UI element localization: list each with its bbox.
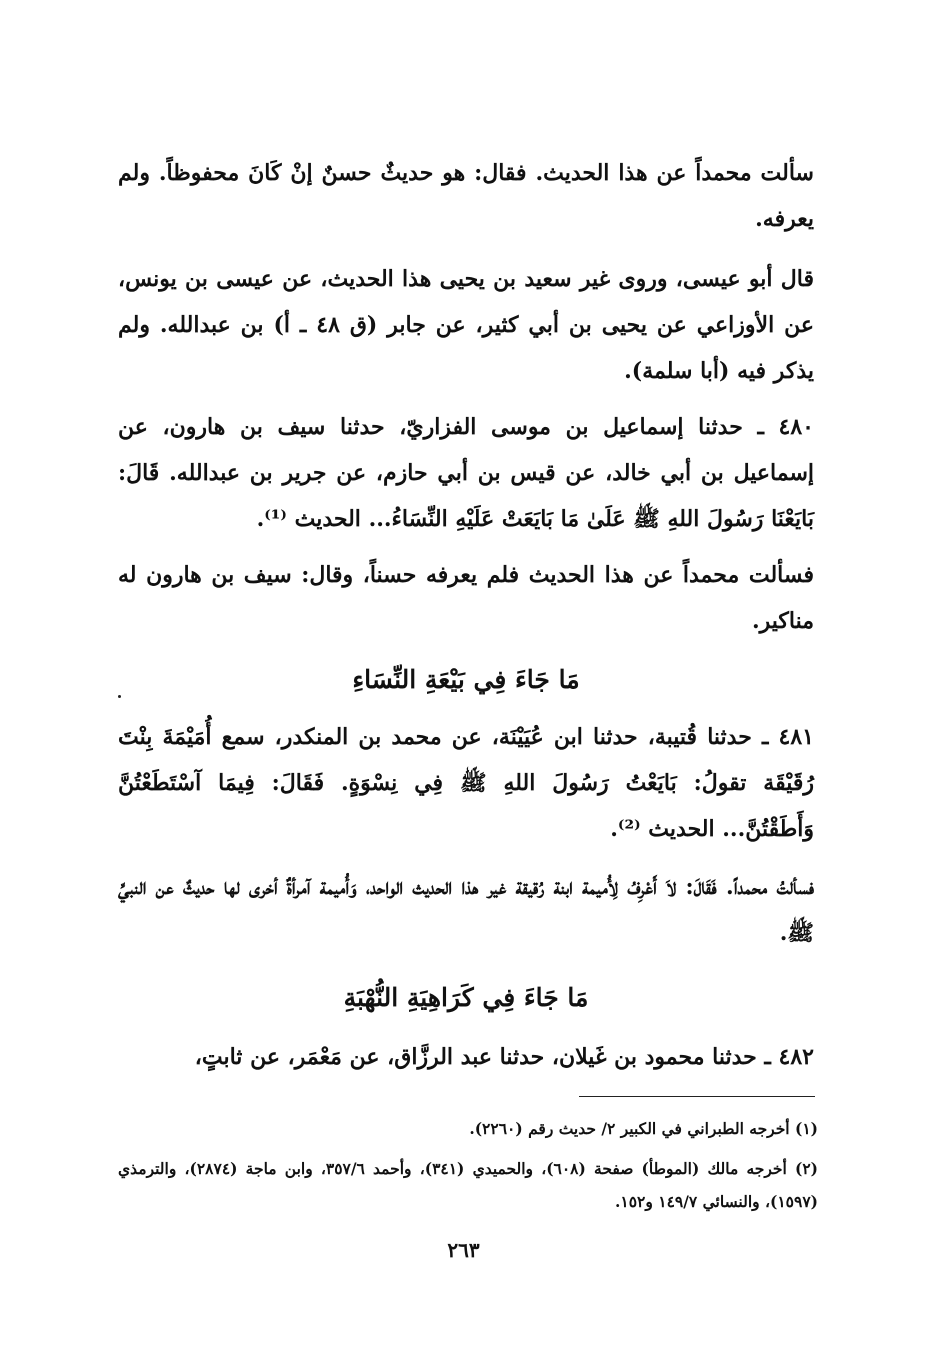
paragraph-abu-isa-note: قال أبو عيسى، وروى غير سعيد بن يحيى هذا الحديث، عن عيسى بن يونس، عن الأوزاعي عن يحيى بن أبي كثير، عن جابر (ق ٤٨ ـ أ) بن عبدالله. ولم يذكر فيه (أبا سلمة). — [118, 266, 814, 384]
stray-dot — [118, 695, 121, 698]
footnote-1: (١) أخرجه الطبراني في الكبير ٢/ حديث رقم (٢٢٦٠). — [469, 1119, 818, 1138]
paragraph-question-sayf: فسألت محمداً عن هذا الحديث فلم يعرفه حسناً، وقال: سيف بن هارون له مناكير. — [118, 562, 814, 634]
paragraph-question-hasan: سألت محمداً عن هذا الحديث. فقال: هو حديثٌ حسنٌ إنْ كَانَ محفوظاً. ولم يعرفه. — [118, 160, 814, 232]
paragraph-hadith-481: ٤٨١ ـ حدثنا قُتيبة، حدثنا ابن عُيَيْنَة، عن محمد بن المنكدر، سمع أُمَيْمَةَ بِنْتَ رُقَيْقَة تقولُ: بَايَعْتُ رَسُولَ اللهِ ﷺ فِي نِسْوَةٍ. فَقَالَ: فِيمَا آسْتَطَعْتُنَّ وَأَطَقْتُنَّ... الحديث ⁽²⁾. — [118, 724, 814, 842]
footnote-2: (٢) أخرجه مالك (الموطأ) صفحة (٦٠٨)، والحميدي (٣٤١)، وأحمد ٣٥٧/٦، وابن ماجة (٢٨٧٤)، والترمذي (١٥٩٧)، والنسائي ١٤٩/٧ و١٥٢. — [118, 1159, 818, 1211]
paragraph-question-umayma: فسألتُ محمداً. فَقَالَ: لاَ أَعْرِفُ لِأُميمة ابنة رُقيقة غير هذا الحديث الواحد، وَأُميمة آمرأةٌ أخرى لها حديثٌ عن النبيِّ ﷺ. — [118, 874, 814, 946]
chapter-heading-bayat-al-nisa: مَا جَاءَ فِي بَيْعَةِ النِّسَاءِ — [352, 665, 580, 694]
paragraph-hadith-480: ٤٨٠ ـ حدثنا إسماعيل بن موسى الفزاريّ، حدثنا سيف بن هارون، عن إسماعيل بن أبي خالد، عن قيس بن أبي حازم، عن جرير بن عبدالله. قَالَ: بَايَعْنَا رَسُولَ اللهِ ﷺ عَلَىٰ مَا بَايَعَتْ عَلَيْهِ النِّسَاءُ... الحديث ⁽¹⁾. — [118, 414, 814, 532]
footnote-separator — [579, 1096, 815, 1097]
page-number: ٢٦٣ — [447, 1238, 480, 1262]
chapter-heading-karahiyat-al-nuhba: مَا جَاءَ فِي كَرَاهِيَةِ النُّهْبَةِ — [343, 983, 589, 1012]
paragraph-hadith-482: ٤٨٢ ـ حدثنا محمود بن غَيلان، حدثنا عبد الرزَّاق، عن مَعْمَر، عن ثابتٍ، — [194, 1044, 814, 1070]
